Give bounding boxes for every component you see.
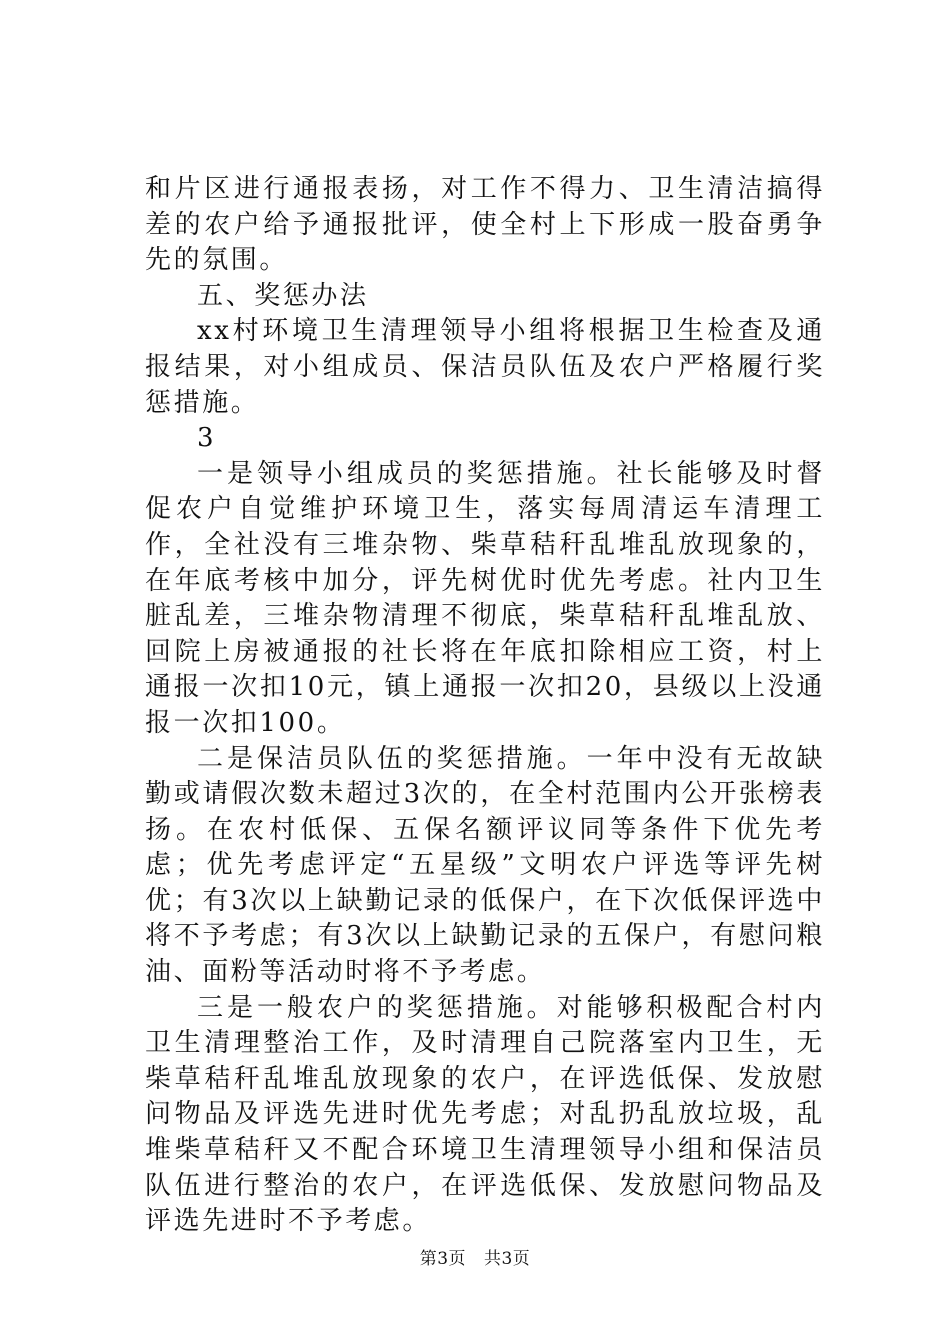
page-footer <box>0 1244 950 1269</box>
paragraph: 三是一般农户的奖惩措施。对能够积极配合村内卫生清理整治工作，及时清理自己院落室内卫生，无柴草秸秆乱堆乱放现象的农户，在评选低保、发放慰问物品及评选先进时优先考虑；对乱扔乱放垃圾，乱堆柴草秸秆又不配合环境卫生清理领导小组和保洁员队伍进行整治的农户，在评选低保、发放慰问物品及评选先进时不予考虑。 <box>145 992 825 1237</box>
page-total: 共3页 <box>483 1249 531 1269</box>
paragraph: 二是保洁员队伍的奖惩措施。一年中没有无故缺勤或请假次数未超过3次的，在全村范围内公开张榜表扬。在农村低保、五保名额评议同等条件下优先考虑；优先考虑评定“五星级”文明农户评选等评先树优；有3次以上缺勤记录的低保户，在下次低保评选中将不予考虑；有3次以上缺勤记录的五保户，有慰问粮油、面粉等活动时将不予考虑。 <box>145 743 825 988</box>
paragraph: 一是领导小组成员的奖惩措施。社长能够及时督促农户自觉维护环境卫生，落实每周清运车清理工作，全社没有三堆杂物、柴草秸秆乱堆乱放现象的，在年底考核中加分，评先树优时优先考虑。社内卫生脏乱差，三堆杂物清理不彻底，柴草秸秆乱堆乱放、回院上房被通报的社长将在年底扣除相应工资，村上通报一次扣10元，镇上通报一次扣20，县级以上没通报一次扣100。 <box>145 458 825 738</box>
paragraph: xx村环境卫生清理领导小组将根据卫生检查及通报结果，对小组成员、保洁员队伍及农户严格履行奖惩措施。 <box>145 316 825 418</box>
paragraph-continuation: 和片区进行通报表扬，对工作不得力、卫生清洁搞得差的农户给予通报批评，使全村上下形成一股奋勇争先的氛围。 <box>145 174 825 276</box>
stray-number: 3 <box>197 423 217 454</box>
document-body <box>145 172 825 1240</box>
section-heading: 五、奖惩办法 <box>197 280 369 311</box>
page-number: 第3页 <box>419 1249 467 1269</box>
